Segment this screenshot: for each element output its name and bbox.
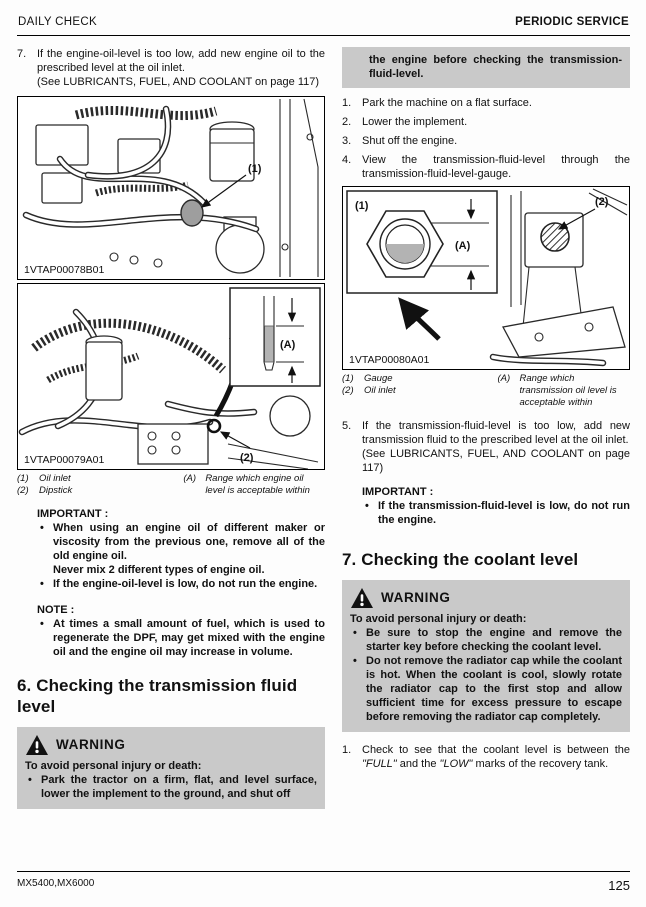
step-number: 4. [342, 154, 352, 166]
note-label: NOTE : [37, 604, 75, 616]
engine-line-art [18, 284, 323, 469]
important-bullet: If the engine-oil-level is low, do not run the engine. [53, 578, 318, 590]
callout-A-label: (A) [280, 339, 296, 351]
caption-key: (1) [17, 473, 29, 484]
step-reference: (See LUBRICANTS, FUEL, AND COOLANT on page 117) [362, 448, 630, 474]
caption-key: (2) [17, 485, 29, 496]
caption-text: Range which engine oil level is acceptable within [205, 473, 310, 496]
step-7-engine-oil [17, 47, 325, 89]
step-5-transmission-fluid [342, 419, 630, 475]
warning-bullet: Do not remove the radiator cap while the coolant is hot. When the coolant is cool, slowly rotate the radiator cap to the first stop and allow sufficient time for excess pressure to escape before removing the radiator cap completely. [366, 655, 622, 723]
warning-box-transmission: WARNING To avoid personal injury or death: • Park the tractor on a firm, flat, and level surface, lower the implement to the ground, and shut off [17, 727, 325, 809]
step-text [362, 743, 630, 771]
engine-line-art [18, 97, 323, 279]
step-number: 1. [342, 97, 352, 109]
figure-code: 1VTAP00080A01 [349, 354, 430, 366]
important-block: IMPORTANT : • When using an engine oil of different maker or viscosity from the previous one, remove all of the old engine oil. Never mix 2 different types of engine oil. • If the engine-oil-level is low, do not run the engine. [37, 508, 325, 590]
step-reference: (See LUBRICANTS, FUEL, AND COOLANT on page 117) [37, 76, 320, 88]
step-number: 7. [17, 48, 27, 60]
step-text: Park the machine on a flat surface. [362, 97, 532, 109]
step-1-coolant-level [342, 743, 630, 771]
step-number: 5. [342, 420, 352, 432]
callout-A-label: (A) [455, 240, 471, 252]
important-label: IMPORTANT : [362, 486, 434, 498]
caption-key: (1) [342, 373, 354, 384]
note-block: NOTE : • At times a small amount of fuel, which is used to regenerate the DPF, may get mixed with the engine oil and the engine oil may increase in volume. [37, 604, 325, 658]
callout-1-label: (1) [355, 200, 369, 212]
figure-engine-oil-inlet [17, 96, 325, 280]
step-text: Shut off the engine. [362, 135, 458, 147]
figure-transmission-gauge [342, 186, 630, 370]
caption-text: Range which transmission oil level is acceptable within [519, 373, 617, 408]
gauge-inset [347, 191, 497, 293]
transmission-check-steps [342, 96, 630, 181]
oil-inlet-plug [541, 223, 569, 251]
right-column [342, 47, 630, 809]
gauge-line-art [343, 187, 628, 369]
important-bullet: Never mix 2 different types of engine oil. [53, 564, 265, 576]
step-text-part: and the [396, 758, 440, 770]
important-block: IMPORTANT : • If the transmission-fluid-level is low, do not run the engine. [362, 486, 630, 526]
list-item [342, 134, 630, 148]
warning-icon [350, 587, 374, 609]
warning-title: WARNING [56, 737, 126, 752]
step-text-part: marks of the recovery tank. [472, 758, 609, 770]
caption-key: (A) [183, 473, 196, 484]
header-left-title: DAILY CHECK [18, 16, 97, 28]
step-text: If the engine-oil-level is too low, add new engine oil to the prescribed level at the oil inlet. [37, 48, 325, 74]
important-bullet: When using an engine oil of different maker or viscosity from the previous one, remove all of the old engine oil. [53, 522, 325, 562]
list-item [342, 153, 630, 181]
figure-code: 1VTAP00078B01 [24, 264, 105, 276]
page-number: 125 [608, 878, 630, 893]
warning-bullet: Be sure to stop the engine and remove the starter key before checking the coolant level. [366, 627, 622, 653]
warning-intro: To avoid personal injury or death: [25, 760, 202, 772]
low-mark-label: "LOW" [439, 758, 473, 770]
figure-code: 1VTAP00079A01 [24, 454, 105, 466]
important-label: IMPORTANT : [37, 508, 109, 520]
step-text: Lower the implement. [362, 116, 468, 128]
caption-text: Oil inlet [364, 385, 396, 396]
list-item [342, 96, 630, 110]
step-number: 3. [342, 135, 352, 147]
step-text: If the transmission-fluid-level is too low, add new transmission fluid to the prescribed level at the oil inlet. [362, 420, 630, 446]
page-footer [17, 871, 630, 893]
important-bullet: If the transmission-fluid-level is low, do not run the engine. [378, 500, 630, 526]
footer-model-numbers: MX5400,MX6000 [17, 878, 95, 889]
step-text: View the transmission-fluid-level through the transmission-fluid-level-gauge. [362, 154, 630, 180]
step-number: 1. [342, 744, 352, 756]
step-number: 2. [342, 116, 352, 128]
section-6-heading: 6. Checking the transmission fluid level [17, 676, 298, 716]
warning-box-coolant: WARNING To avoid personal injury or death: • Be sure to stop the engine and remove the starter key before checking the coolant level. • Do not remove the radiator cap while the coolant is hot. When the coolant is cool, slowly rotate the radiator cap to the first stop and allow sufficient time for excess pressure to escape before removing the radiator cap completely. [342, 580, 630, 732]
note-bullet: At times a small amount of fuel, which is used to regenerate the DPF, may get mixed with the engine oil and the engine oil may increase in volume. [53, 618, 325, 658]
callout-1-label: (1) [248, 163, 262, 175]
section-7-heading: 7. Checking the coolant level [342, 550, 579, 569]
dipstick-inset [230, 288, 320, 386]
left-column [17, 47, 325, 809]
list-item [342, 115, 630, 129]
figure-captions [17, 473, 325, 497]
warning-icon [25, 734, 49, 756]
warning-title: WARNING [381, 590, 451, 605]
caption-text: Oil inlet [39, 473, 71, 484]
step-text-part: Check to see that the coolant level is between the [362, 744, 630, 756]
oil-inlet-cap [181, 200, 203, 226]
caption-key: (A) [497, 373, 511, 384]
caption-text: Dipstick [39, 485, 73, 496]
caption-key: (2) [342, 385, 354, 396]
dipstick-handle [208, 420, 220, 432]
warning-bullet: Park the tractor on a firm, flat, and level surface, lower the implement to the ground, and shut off [41, 774, 317, 800]
callout-2-label: (2) [595, 196, 609, 208]
figure-captions [342, 373, 630, 409]
full-mark-label: "FULL" [362, 758, 397, 770]
warning-continuation: the engine before checking the transmission-fluid-level. [342, 47, 630, 88]
callout-2-label: (2) [240, 452, 254, 464]
figure-engine-dipstick [17, 283, 325, 470]
header-right-title: PERIODIC SERVICE [515, 16, 629, 28]
warning-intro: To avoid personal injury or death: [350, 613, 527, 625]
caption-text: Gauge [364, 373, 393, 384]
page-header [17, 12, 630, 36]
